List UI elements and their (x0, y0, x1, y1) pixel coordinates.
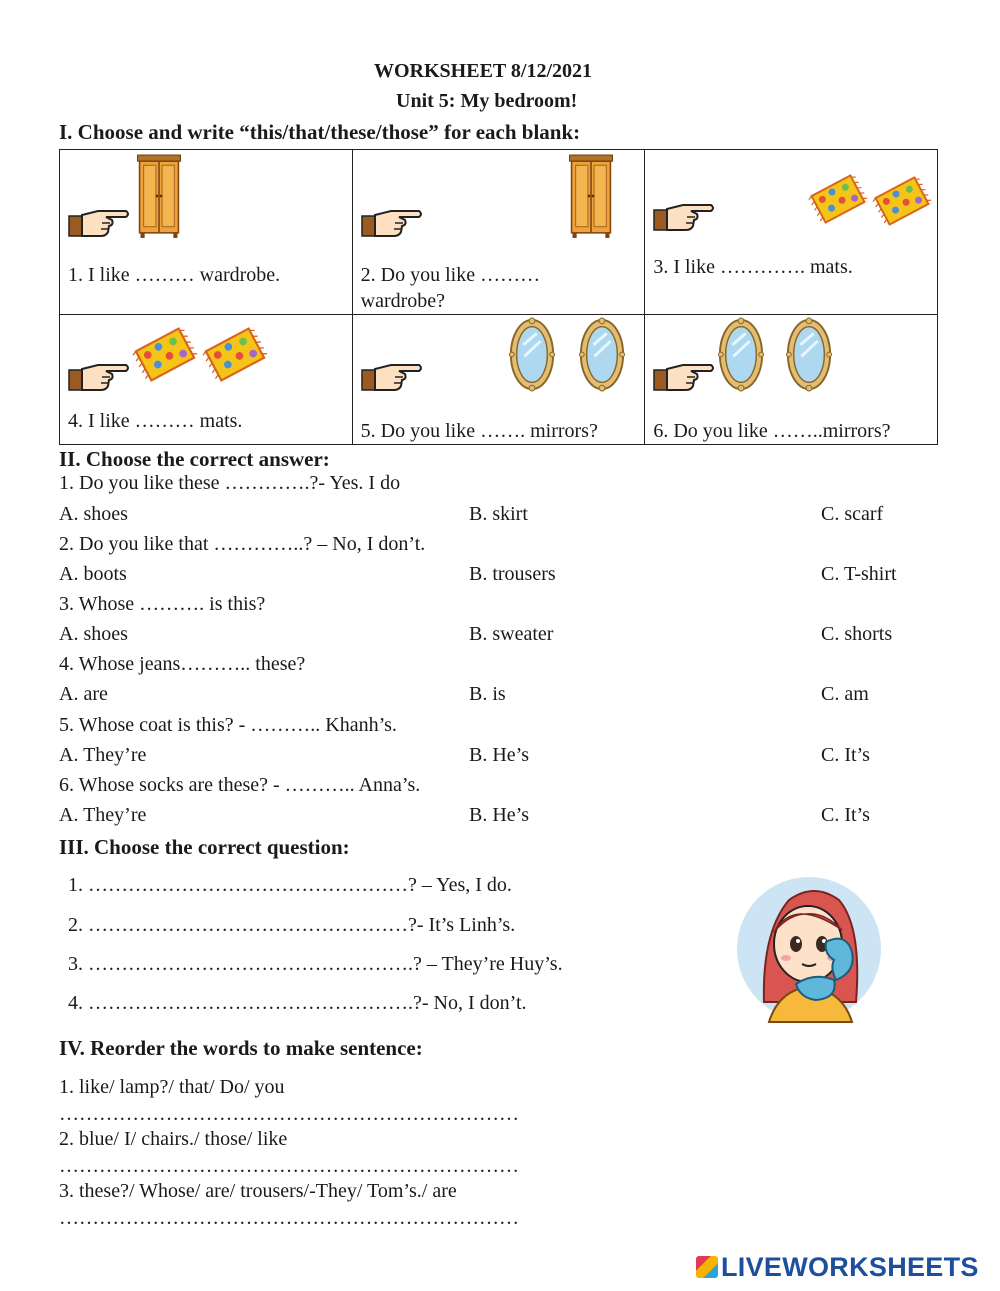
question-line-2[interactable]: 2. …………………………………………?- It’s Linh’s. (68, 914, 516, 936)
question-text: 4. Whose jeans……….. these? (59, 653, 306, 675)
question-line-3[interactable]: 3. ………………………………………….? – They’re Huy’s. (68, 953, 563, 975)
unit-title: Unit 5: My bedroom! (396, 90, 578, 112)
liveworksheets-logo[interactable] (696, 1252, 979, 1283)
pointing-hand-icon (68, 353, 130, 393)
question-text: 2. Do you like that …………..? – No, I don’t. (59, 533, 426, 555)
cell-text-2: 2. Do you like ……… wardrobe? (360, 264, 541, 312)
liveworksheets-logo-icon (696, 1256, 718, 1278)
question-text: 5. Whose coat is this? - ……….. Khanh’s. (59, 714, 397, 736)
answer-line-3[interactable]: …………………………………………………………… (59, 1207, 519, 1229)
reorder-prompt-3: 3. these?/ Whose/ are/ trousers/-They/ Tom’s./ are (59, 1180, 457, 1202)
section1-heading: I. Choose and write “this/that/these/those” for each blank: (59, 120, 581, 144)
question-text: 3. Whose ………. is this? (59, 593, 266, 615)
mat-icon (132, 327, 198, 382)
grid-cell-1 (60, 150, 353, 315)
option-a[interactable]: A. shoes (59, 623, 128, 645)
question-text: 6. Whose socks are these? - ……….. Anna’s. (59, 774, 421, 796)
cell-text-4: 4. I like ……… mats. (68, 410, 243, 432)
grid-cell-6 (645, 315, 938, 445)
pointing-hand-icon (361, 199, 423, 239)
grid-cell-3 (645, 150, 938, 315)
pointing-hand-icon (68, 199, 130, 239)
mirror-icon (508, 316, 556, 393)
pointing-hand-icon (361, 353, 423, 393)
answer-line-2[interactable]: …………………………………………………………… (59, 1155, 519, 1177)
mirror-icon (717, 316, 765, 393)
option-b[interactable]: B. He’s (469, 744, 529, 766)
cell-text-1: 1. I like ……… wardrobe. (68, 264, 281, 286)
question-line-1[interactable]: 1. …………………………………………? – Yes, I do. (68, 874, 512, 896)
option-b[interactable]: B. He’s (469, 804, 529, 826)
grid-cell-2 (352, 150, 645, 315)
section2-heading: II. Choose the correct answer: (59, 447, 330, 471)
mat-icon (808, 174, 868, 224)
section1-grid (59, 149, 938, 445)
section3-heading: III. Choose the correct question: (59, 835, 350, 859)
logo-text: LIVEWORKSHEETS (721, 1252, 979, 1282)
grid-cell-4 (60, 315, 353, 445)
question-line-4[interactable]: 4. ………………………………………….?- No, I don’t. (68, 992, 527, 1014)
option-a[interactable]: A. They’re (59, 804, 147, 826)
mat-icon (202, 327, 268, 382)
option-a[interactable]: A. are (59, 683, 108, 705)
reorder-prompt-2: 2. blue/ I/ chairs./ those/ like (59, 1128, 288, 1150)
option-a[interactable]: A. boots (59, 563, 127, 585)
mirror-icon (578, 316, 626, 393)
option-a[interactable]: A. They’re (59, 744, 147, 766)
cell-text-5: 5. Do you like ……. mirrors? (360, 420, 598, 442)
cell-text-6: 6. Do you like ……..mirrors? (653, 420, 891, 442)
option-b[interactable]: B. trousers (469, 563, 556, 585)
pointing-hand-icon (653, 193, 715, 233)
option-b[interactable]: B. is (469, 683, 506, 705)
answer-line-1[interactable]: …………………………………………………………… (59, 1103, 519, 1125)
grid-cell-5 (352, 315, 645, 445)
pointing-hand-icon (653, 353, 715, 393)
option-c[interactable]: C. am (821, 683, 869, 705)
option-b[interactable]: B. sweater (469, 623, 554, 645)
cell-text-3: 3. I like …………. mats. (653, 256, 853, 278)
section4-heading: IV. Reorder the words to make sentence: (59, 1036, 423, 1060)
wardrobe-icon (567, 153, 615, 239)
girl-on-phone-icon (734, 872, 884, 1027)
wardrobe-icon (135, 153, 183, 239)
worksheet-title: WORKSHEET 8/12/2021 (374, 60, 593, 82)
option-b[interactable]: B. skirt (469, 503, 528, 525)
option-c[interactable]: C. shorts (821, 623, 893, 645)
reorder-prompt-1: 1. like/ lamp?/ that/ Do/ you (59, 1076, 285, 1098)
mirror-icon (785, 316, 833, 393)
option-c[interactable]: C. T-shirt (821, 563, 897, 585)
option-a[interactable]: A. shoes (59, 503, 128, 525)
option-c[interactable]: C. It’s (821, 804, 870, 826)
option-c[interactable]: C. It’s (821, 744, 870, 766)
option-c[interactable]: C. scarf (821, 503, 884, 525)
mat-icon (872, 176, 932, 226)
question-text: 1. Do you like these ………….?- Yes. I do (59, 472, 401, 494)
